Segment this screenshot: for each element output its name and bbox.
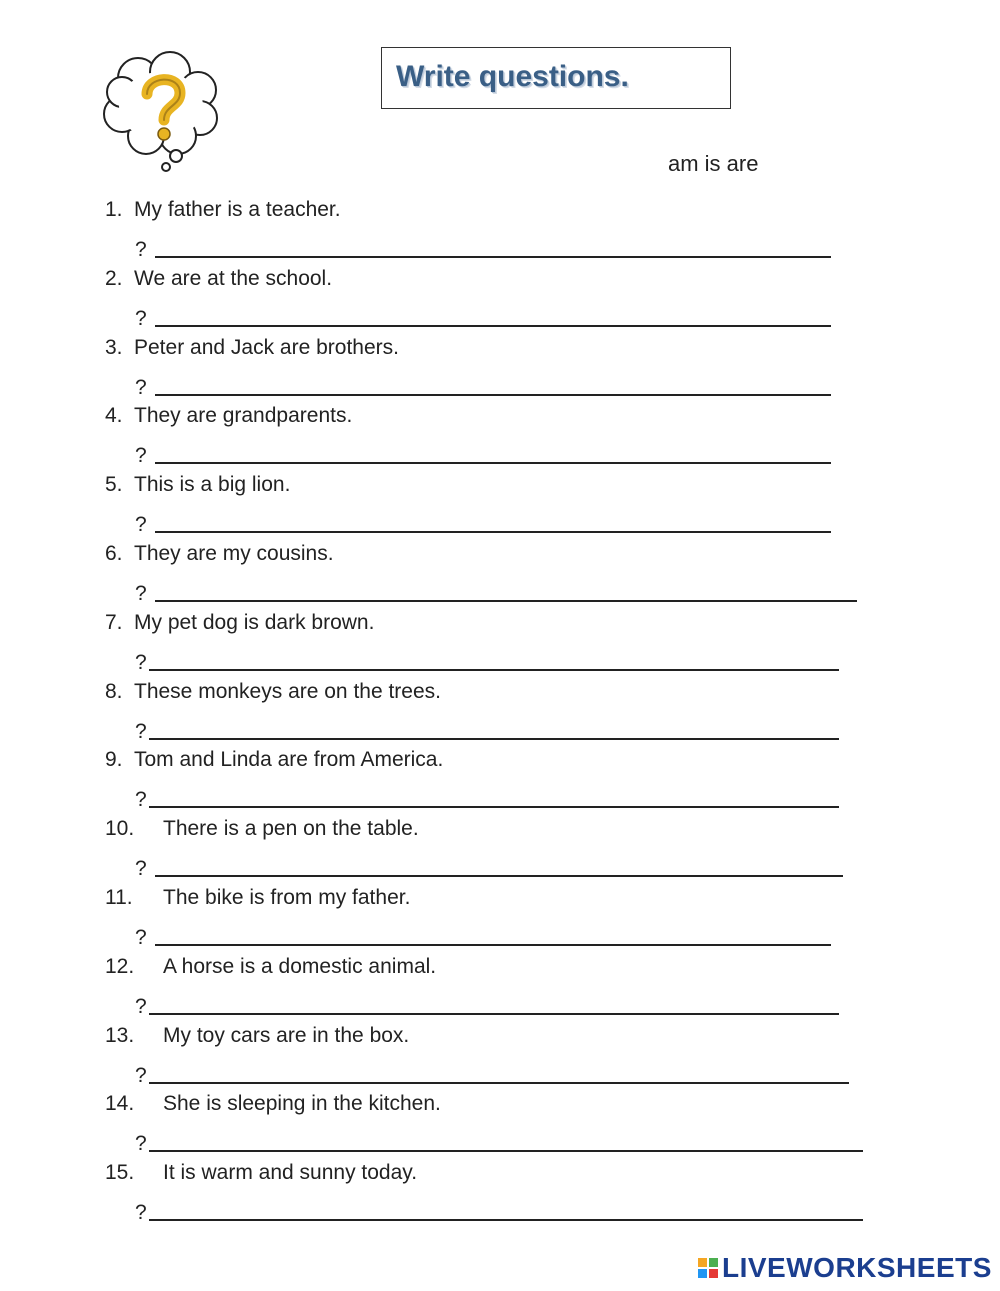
answer-row xyxy=(135,920,831,950)
question-mark-prompt: ? xyxy=(135,788,147,812)
question-item xyxy=(0,336,1000,405)
answer-row xyxy=(135,645,839,675)
liveworksheets-logo xyxy=(698,1252,992,1284)
answer-line-input[interactable] xyxy=(155,944,831,946)
question-number: 6. xyxy=(105,541,123,565)
answer-line-input[interactable] xyxy=(155,394,831,396)
question-sentence: These monkeys are on the trees. xyxy=(134,679,441,703)
question-number: 1. xyxy=(105,198,123,221)
question-sentence: They are my cousins. xyxy=(134,541,334,565)
question-item xyxy=(0,611,1000,680)
question-sentence: We are at the school. xyxy=(134,266,333,290)
answer-row xyxy=(135,782,839,812)
question-sentence: My father is a teacher. xyxy=(134,198,341,221)
answer-line-input[interactable] xyxy=(155,531,831,533)
question-item xyxy=(0,1161,1000,1230)
answer-line-input[interactable] xyxy=(155,256,831,258)
question-mark-prompt: ? xyxy=(135,994,147,1018)
question-sentence: My toy cars are in the box. xyxy=(163,1023,410,1047)
question-number: 11. xyxy=(105,885,133,909)
answer-line-input[interactable] xyxy=(149,738,839,740)
question-mark-prompt: ? xyxy=(135,1201,147,1225)
answer-line-input[interactable] xyxy=(149,669,839,671)
question-sentence: Peter and Jack are brothers. xyxy=(134,335,399,359)
question-number: 7. xyxy=(105,610,123,634)
answer-line-input[interactable] xyxy=(149,1082,849,1084)
logo-text: LIVEWORKSHEETS xyxy=(722,1252,992,1283)
question-thought-bubble-icon xyxy=(100,50,225,175)
question-mark-prompt: ? xyxy=(135,513,147,537)
question-item xyxy=(0,198,1000,267)
question-item xyxy=(0,404,1000,473)
question-sentence: The bike is from my father. xyxy=(163,885,411,909)
question-mark-prompt: ? xyxy=(135,306,147,330)
answer-row xyxy=(135,989,839,1019)
question-sentence: There is a pen on the table. xyxy=(163,817,419,841)
question-item xyxy=(0,817,1000,886)
question-number: 10. xyxy=(105,817,135,841)
question-number: 2. xyxy=(105,266,123,290)
question-sentence: It is warm and sunny today. xyxy=(163,1161,418,1185)
question-item xyxy=(0,542,1000,611)
question-mark-prompt: ? xyxy=(135,1132,147,1156)
answer-row xyxy=(135,232,831,262)
question-mark-prompt: ? xyxy=(135,857,147,881)
answer-line-input[interactable] xyxy=(155,875,843,877)
question-list xyxy=(0,198,1000,1230)
question-mark-prompt: ? xyxy=(135,375,147,399)
question-mark-prompt: ? xyxy=(135,238,147,261)
question-item xyxy=(0,473,1000,542)
answer-line-input[interactable] xyxy=(155,600,857,602)
word-bank: am is are xyxy=(668,151,759,176)
question-item xyxy=(0,1092,1000,1161)
question-mark-prompt: ? xyxy=(135,1063,147,1087)
question-number: 15. xyxy=(105,1161,135,1185)
question-sentence: A horse is a domestic animal. xyxy=(163,954,437,978)
question-number: 5. xyxy=(105,473,123,497)
answer-row xyxy=(135,370,831,400)
question-number: 8. xyxy=(105,679,123,703)
answer-row xyxy=(135,507,831,537)
answer-row xyxy=(135,1126,863,1156)
question-mark-prompt: ? xyxy=(135,650,147,674)
question-number: 14. xyxy=(105,1092,135,1116)
answer-row xyxy=(135,438,831,468)
answer-line-input[interactable] xyxy=(149,806,839,808)
question-sentence: Tom and Linda are from America. xyxy=(134,748,444,772)
question-number: 4. xyxy=(105,404,123,428)
question-item xyxy=(0,748,1000,817)
answer-row xyxy=(135,1058,849,1088)
answer-row xyxy=(135,714,839,744)
page-title: Write questions. xyxy=(396,60,629,93)
question-item xyxy=(0,1024,1000,1093)
answer-row xyxy=(135,1195,863,1225)
question-sentence: She is sleeping in the kitchen. xyxy=(163,1092,441,1116)
question-number: 9. xyxy=(105,748,123,772)
question-item xyxy=(0,886,1000,955)
question-item xyxy=(0,267,1000,336)
answer-line-input[interactable] xyxy=(149,1219,863,1221)
question-number: 12. xyxy=(105,954,135,978)
answer-row xyxy=(135,301,831,331)
question-item xyxy=(0,680,1000,749)
answer-line-input[interactable] xyxy=(149,1013,839,1015)
answer-line-input[interactable] xyxy=(149,1150,863,1152)
question-mark-prompt: ? xyxy=(135,719,147,743)
question-mark-prompt: ? xyxy=(135,444,147,468)
logo-blocks-icon xyxy=(698,1258,718,1278)
answer-line-input[interactable] xyxy=(155,462,831,464)
question-number: 3. xyxy=(105,335,123,359)
answer-row xyxy=(135,851,843,881)
question-mark-prompt: ? xyxy=(135,925,147,949)
answer-line-input[interactable] xyxy=(155,325,831,327)
question-sentence: This is a big lion. xyxy=(134,473,291,497)
question-sentence: My pet dog is dark brown. xyxy=(134,610,375,634)
question-sentence: They are grandparents. xyxy=(134,404,353,428)
question-number: 13. xyxy=(105,1023,135,1047)
answer-row xyxy=(135,576,857,606)
title-box xyxy=(381,47,731,109)
question-mark-prompt: ? xyxy=(135,581,147,605)
question-item xyxy=(0,955,1000,1024)
